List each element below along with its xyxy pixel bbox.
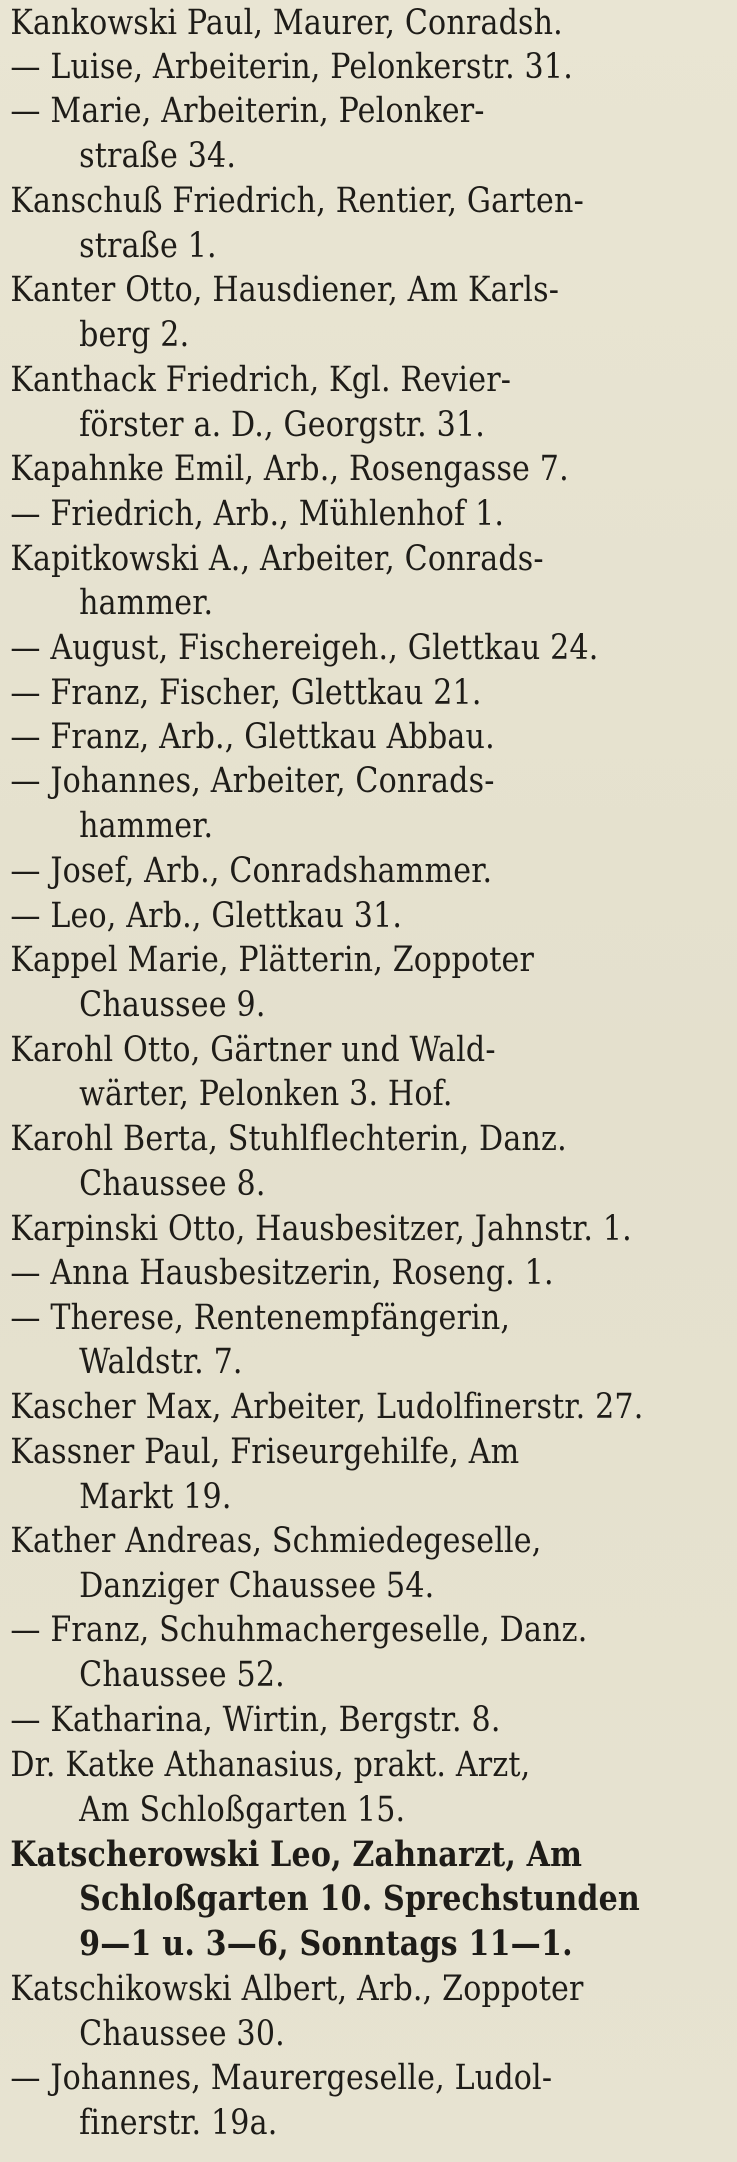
directory-line: Kather Andreas, Schmiedegeselle, [10,1521,542,1561]
directory-line: — Leo, Arb., Glettkau 31. [10,896,403,936]
directory-line: Kapitkowski A., Arbeiter, Conrads- [10,539,544,579]
directory-line: Waldstr. 7. [79,1342,243,1382]
directory-line: — Franz, Schuhmachergeselle, Danz. [10,1610,588,1650]
directory-line: straße 1. [79,226,217,266]
directory-line: — Anna Hausbesitzerin, Roseng. 1. [10,1253,554,1293]
directory-line: Kassner Paul, Friseurgehilfe, Am [10,1432,520,1472]
directory-line: Karohl Berta, Stuhlflechterin, Danz. [10,1119,567,1159]
directory-line: Chaussee 30. [79,2014,285,2054]
directory-line: — Franz, Arb., Glettkau Abbau. [10,717,495,757]
directory-line: Chaussee 52. [79,1655,285,1695]
directory-line: hammer. [79,583,214,623]
directory-line: — Friedrich, Arb., Mühlenhof 1. [10,494,505,534]
directory-line: — Johannes, Arbeiter, Conrads- [10,761,495,801]
directory-line: Katschikowski Albert, Arb., Zoppoter [10,1969,584,2009]
directory-line: — Therese, Rentenempfängerin, [10,1298,511,1338]
directory-line: 9—1 u. 3—6, Sonntags 11—1. [79,1923,573,1964]
directory-line: finerstr. 19a. [79,2103,278,2143]
directory-line: Chaussee 8. [79,1164,266,1204]
directory-line: Kanthack Friedrich, Kgl. Revier- [10,360,512,400]
directory-line: Dr. Katke Athanasius, prakt. Arzt, [10,1745,531,1785]
directory-line: — Katharina, Wirtin, Bergstr. 8. [10,1700,501,1740]
directory-line: straße 34. [79,136,237,176]
directory-line: Kanter Otto, Hausdiener, Am Karls- [10,270,560,310]
directory-line: — Franz, Fischer, Glettkau 21. [10,673,482,713]
directory-line: — Josef, Arb., Conradshammer. [10,851,493,891]
directory-line: Karpinski Otto, Hausbesitzer, Jahnstr. 1. [10,1209,632,1249]
directory-line: — Luise, Arbeiterin, Pelonkerstr. 31. [10,47,573,87]
directory-line: Danziger Chaussee 54. [79,1566,435,1606]
directory-line: Kascher Max, Arbeiter, Ludolfinerstr. 27. [10,1387,644,1427]
directory-line: Katscherowski Leo, Zahnarzt, Am [10,1834,583,1875]
directory-line: — Johannes, Maurergeselle, Ludol- [10,2058,553,2098]
directory-line: Am Schloßgarten 15. [79,1790,406,1830]
directory-line: Kanschuß Friedrich, Rentier, Garten- [10,181,584,221]
directory-line: wärter, Pelonken 3. Hof. [79,1074,453,1114]
directory-line: Karohl Otto, Gärtner und Wald- [10,1030,496,1070]
directory-line: Schloßgarten 10. Sprechstunden [79,1878,640,1919]
directory-line: berg 2. [79,315,190,355]
directory-line: Markt 19. [79,1477,232,1517]
directory-line: Kappel Marie, Plätterin, Zoppoter [10,940,535,980]
directory-line: — August, Fischereigeh., Glettkau 24. [10,628,599,668]
directory-line: — Marie, Arbeiterin, Pelonker- [10,91,485,131]
directory-line: förster a. D., Georgstr. 31. [79,405,486,445]
directory-line: Kapahnke Emil, Arb., Rosengasse 7. [10,449,569,489]
directory-line: hammer. [79,806,214,846]
directory-line: Chaussee 9. [79,985,266,1025]
directory-line: Kankowski Paul, Maurer, Conradsh. [10,3,563,43]
